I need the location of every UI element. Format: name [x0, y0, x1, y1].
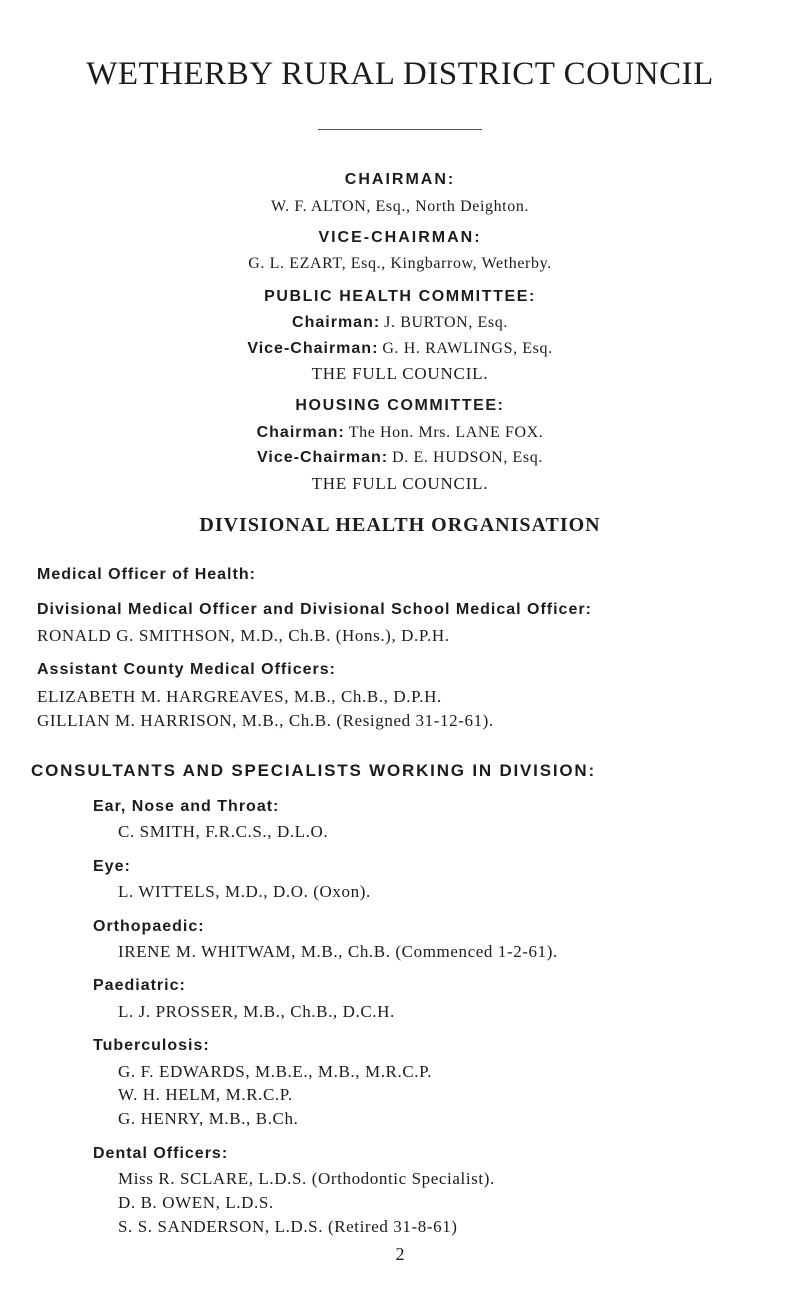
chairman-heading: CHAIRMAN:: [344, 171, 456, 188]
dental-name: S. S. SANDERSON, L.D.S. (Retired 31-8-61): [118, 1217, 458, 1236]
acmo-name: ELIZABETH M. HARGREAVES, M.B., Ch.B., D.P.H.: [37, 687, 442, 706]
paediatric-name: L. J. PROSSER, M.B., Ch.B., D.C.H.: [118, 1002, 395, 1021]
public-health-chairman-name: J. BURTON, Esq.: [384, 314, 508, 331]
paediatric-label: Paediatric:: [93, 977, 186, 994]
housing-chairman-name: The Hon. Mrs. LANE FOX.: [348, 424, 544, 441]
divisional-heading: DIVISIONAL HEALTH ORGANISATION: [199, 514, 601, 536]
housing-chairman-label: Chairman:: [256, 424, 345, 441]
chairman-name: W. F. ALTON, Esq., North Deighton.: [270, 198, 530, 215]
vice-chairman-heading: VICE-CHAIRMAN:: [318, 229, 482, 246]
public-health-heading: PUBLIC HEALTH COMMITTEE:: [264, 288, 536, 305]
dmo-heading: Divisional Medical Officer and Divisional School Medical Officer:: [37, 601, 592, 618]
housing-vice-chairman-label: Vice-Chairman:: [257, 449, 389, 466]
housing-vice-chairman: [0, 449, 800, 467]
orthopaedic-label: Orthopaedic:: [93, 918, 205, 935]
title-divider: [318, 129, 482, 130]
moh-heading: Medical Officer of Health:: [37, 566, 256, 583]
public-health-vice-chairman-name: G. H. RAWLINGS, Esq.: [382, 340, 553, 357]
vice-chairman-name: G. L. EZART, Esq., Kingbarrow, Wetherby.: [248, 255, 552, 272]
public-health-members: THE FULL COUNCIL.: [311, 364, 489, 383]
tuberculosis-name: W. H. HELM, M.R.C.P.: [118, 1085, 293, 1104]
dental-name: Miss R. SCLARE, L.D.S. (Orthodontic Specialist).: [118, 1169, 495, 1188]
housing-chairman: [0, 424, 800, 442]
ent-label: Ear, Nose and Throat:: [93, 798, 280, 815]
consultants-heading: CONSULTANTS AND SPECIALISTS WORKING IN DIVISION:: [31, 761, 596, 780]
eye-label: Eye:: [93, 858, 131, 875]
housing-heading: HOUSING COMMITTEE:: [295, 397, 505, 414]
dental-label: Dental Officers:: [93, 1145, 229, 1162]
housing-vice-chairman-name: D. E. HUDSON, Esq.: [392, 449, 543, 466]
page-title: WETHERBY RURAL DISTRICT COUNCIL: [86, 56, 714, 92]
ent-name: C. SMITH, F.R.C.S., D.L.O.: [118, 822, 329, 841]
tuberculosis-name: G. HENRY, M.B., B.Ch.: [118, 1109, 299, 1128]
dental-name: D. B. OWEN, L.D.S.: [118, 1193, 274, 1212]
public-health-chairman-label: Chairman:: [292, 314, 381, 331]
orthopaedic-name: IRENE M. WHITWAM, M.B., Ch.B. (Commenced 1-2-61).: [118, 942, 558, 961]
acmo-name: GILLIAN M. HARRISON, M.B., Ch.B. (Resigned 31-12-61).: [37, 711, 494, 730]
tuberculosis-label: Tuberculosis:: [93, 1037, 210, 1054]
housing-members: THE FULL COUNCIL.: [311, 474, 489, 493]
public-health-vice-chairman-label: Vice-Chairman:: [247, 340, 379, 357]
acmo-heading: Assistant County Medical Officers:: [37, 661, 336, 678]
page-number: 2: [395, 1244, 405, 1264]
eye-name: L. WITTELS, M.D., D.O. (Oxon).: [118, 882, 371, 901]
dmo-name: RONALD G. SMITHSON, M.D., Ch.B. (Hons.), D.P.H.: [37, 626, 450, 645]
public-health-chairman: [0, 314, 800, 332]
public-health-vice-chairman: [0, 340, 800, 358]
tuberculosis-name: G. F. EDWARDS, M.B.E., M.B., M.R.C.P.: [118, 1062, 433, 1081]
